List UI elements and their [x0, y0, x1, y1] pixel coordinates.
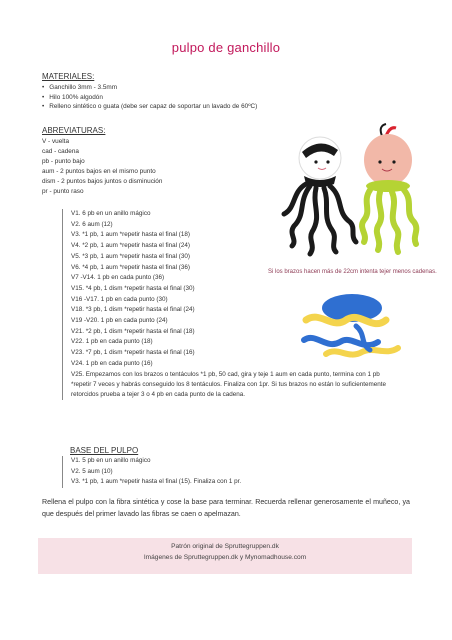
pattern-round: V23. *7 pb, 1 dism *repetir hasta el final (16) [71, 349, 195, 357]
pink-octopus [362, 124, 416, 252]
materials-list [42, 83, 257, 112]
octopus-illustration [276, 122, 426, 264]
footer-credit-pattern: Patrón original de Spruttegruppen.dk [171, 543, 279, 550]
abbreviation-item: aum - 2 puntos bajos en el mismo punto [42, 168, 156, 175]
octopus-closeup-photo [286, 290, 416, 360]
abbreviation-item: dism - 2 puntos bajos juntos o disminución [42, 178, 163, 185]
pattern-round: V24. 1 pb en cada punto (16) [71, 359, 153, 367]
abbreviations-heading: ABREVIATURAS: [42, 126, 106, 135]
abbreviation-item: pb - punto bajo [42, 158, 85, 165]
base-heading: BASE DEL PULPO [70, 446, 139, 455]
pattern-round: V1. 6 pb en un anillo mágico [71, 210, 151, 217]
pattern-round: V7 -V14. 1 pb en cada punto (36) [71, 274, 165, 282]
materials-item: • Hilo 100% algodón [42, 93, 257, 103]
materials-heading: MATERIALES: [42, 72, 95, 81]
materials-item: • Relleno sintético o guata (debe ser capaz de soportar un lavado de 60ºC) [42, 102, 257, 112]
pattern-round: V19 -V20. 1 pb en cada punto (24) [71, 317, 168, 325]
materials-item: • Ganchillo 3mm - 3.5mm [42, 83, 257, 93]
pattern-round: V3. *1 pb, 1 aum *repetir hasta el final (18) [71, 231, 191, 239]
closing-instructions: Rellena el pulpo con la fibra sintética y cose la base para terminar. Recuerda rellenar generosamente el muñeco, ya que después del primer lavado las fibras se caen o apelmazan. [42, 498, 410, 518]
pattern-round: V15. *4 pb, 1 dism *repetir hasta el final (30) [71, 284, 195, 292]
pattern-round: V21. *2 pb, 1 dism *repetir hasta el final (18) [71, 327, 195, 335]
base-round: V3. *1 pb, 1 aum *repetir hasta el final (15). Finaliza con 1 pr. [71, 478, 242, 485]
pattern-round-tentacles: V25. Empezamos con los brazos o tentáculos *1 pb, 50 cad, gira y teje 1 aum en cada punto, termina con 1 pb *repetir 7 veces y habrás conseguido los 8 tentáculos. Finaliza con 1pr. Si tus brazos no están lo suficientemente retorcidos prueba a tejer 3 o 4 pb en cada punto de la cadena. [71, 370, 387, 398]
pattern-round: V4. *2 pb, 1 aum *repetir hasta el final (24) [71, 242, 191, 250]
page-title: pulpo de ganchillo [171, 40, 281, 55]
pattern-round: V16 -V17. 1 pb en cada punto (30) [71, 295, 168, 303]
pattern-round: V22. 1 pb en cada punto (18) [71, 338, 153, 346]
base-rounds [62, 456, 241, 488]
abbreviation-item: cad - cadena [42, 148, 79, 155]
abbreviation-item: pr - punto raso [42, 188, 84, 195]
pattern-round: V5. *3 pb, 1 aum *repetir hasta el final (30) [71, 252, 191, 260]
octopus-photo [276, 122, 426, 264]
pattern-round: V6. *4 pb, 1 aum *repetir hasta el final (36) [71, 263, 191, 271]
base-round: V2. 5 aum (10) [71, 467, 113, 475]
photo-caption: Si los brazos hacen más de 22cm intenta tejer menos cadenas. [268, 269, 437, 275]
abbreviation-item: V - vuelta [42, 138, 69, 145]
base-round: V1. 5 pb en un anillo mágico [71, 457, 151, 464]
abbreviations-list [42, 137, 162, 197]
octopus-closeup-illustration [286, 290, 416, 360]
black-octopus [284, 137, 356, 254]
footer-credit-images: Imágenes de Spruttegruppen.dk y Mynomadhouse.com [143, 554, 307, 561]
pattern-round: V2. 6 aum (12) [71, 220, 113, 228]
pattern-round: V18. *3 pb, 1 dism *repetir hasta el final (24) [71, 306, 195, 314]
